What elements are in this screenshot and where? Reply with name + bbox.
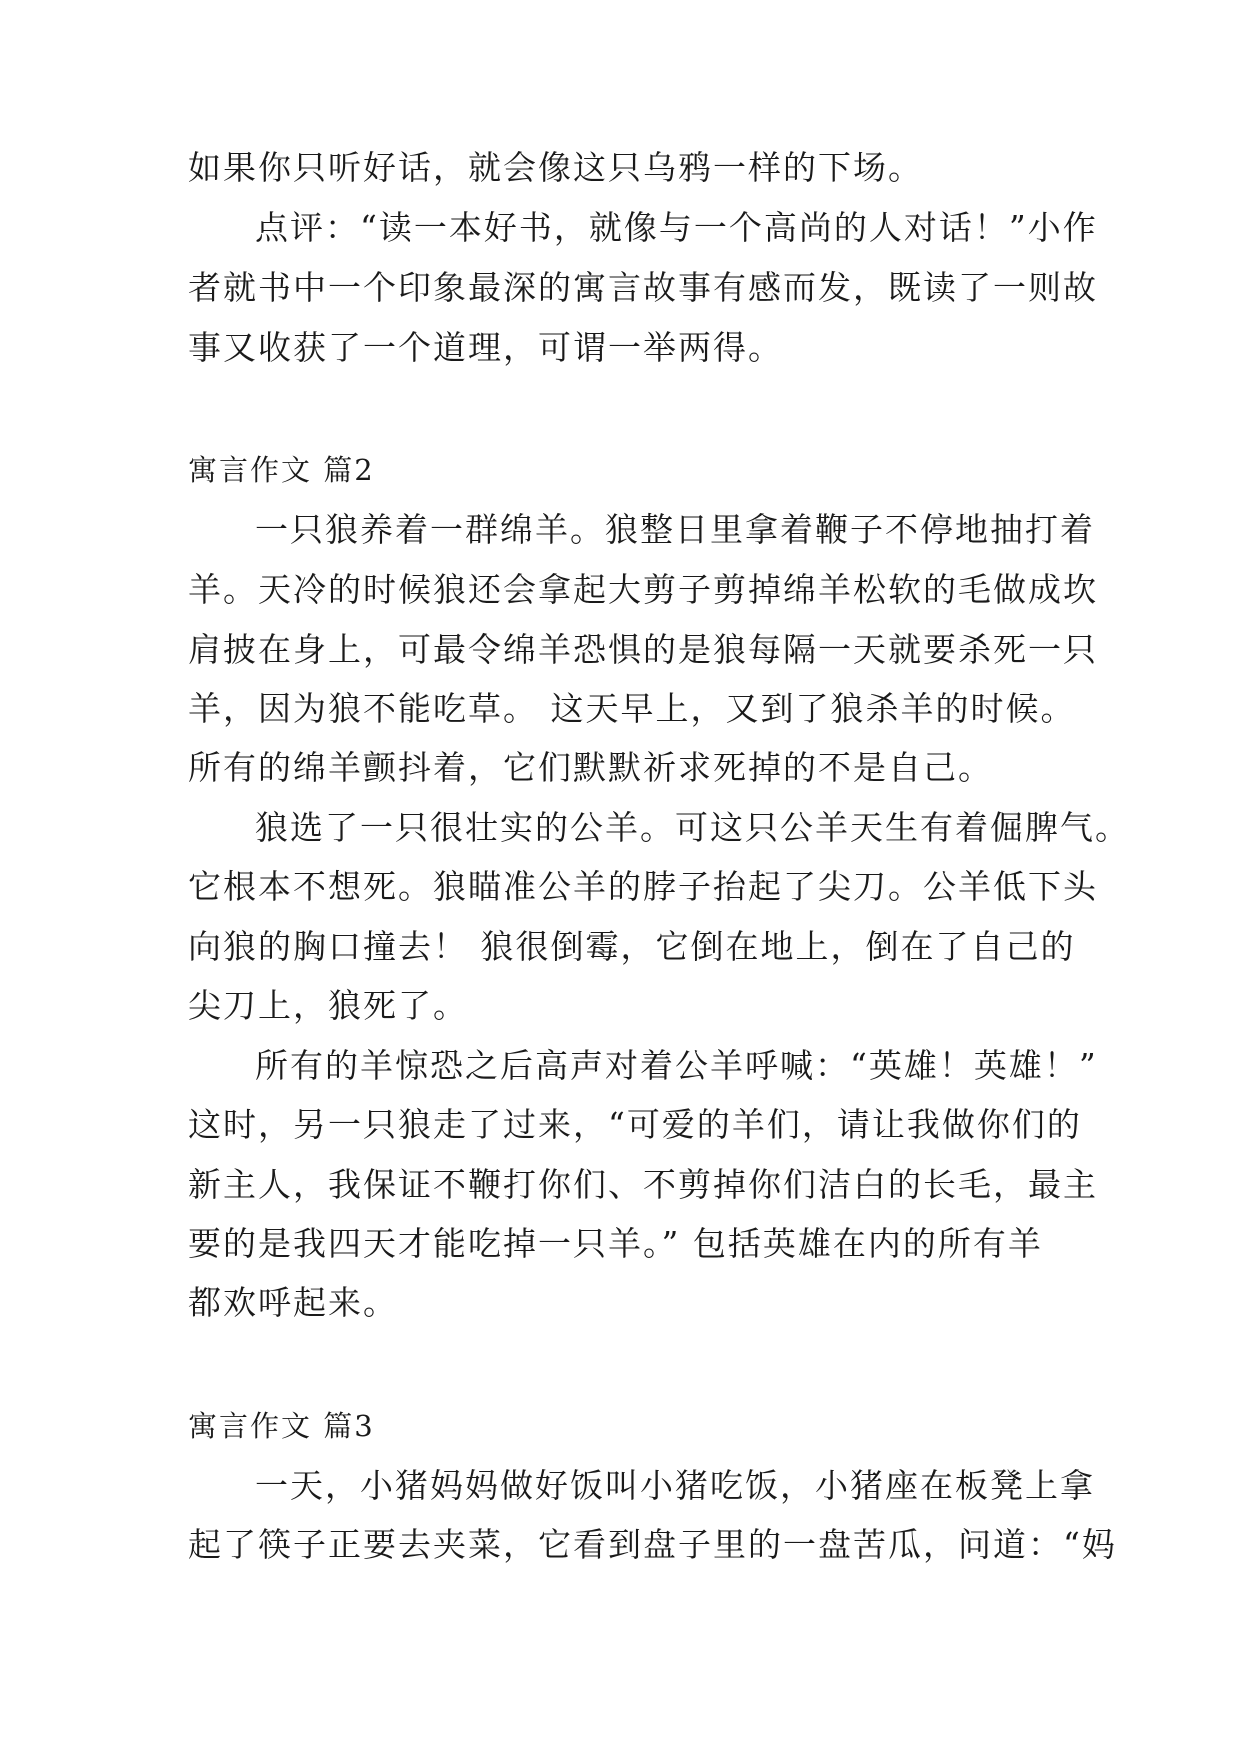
paragraph-line: 者就书中一个印象最深的寓言故事有感而发，既读了一则故 <box>188 268 1098 307</box>
paragraph-line: 所有的绵羊颤抖着，它们默默祈求死掉的不是自己。 <box>188 748 993 787</box>
paragraph-line: 新主人，我保证不鞭打你们、不剪掉你们洁白的长毛，最主 <box>188 1165 1098 1204</box>
paragraph-line: 一只狼养着一群绵羊。狼整日里拿着鞭子不停地抽打着 <box>255 510 1095 549</box>
paragraph-line: 向狼的胸口撞去！ 狼很倒霉，它倒在地上，倒在了自己的 <box>188 927 1076 966</box>
section-heading: 寓言作文 篇3 <box>188 1409 375 1443</box>
paragraph-line: 狼选了一只很壮实的公羊。可这只公羊天生有着倔脾气。 <box>255 808 1130 847</box>
paragraph-line: 起了筷子正要去夹菜，它看到盘子里的一盘苦瓜，问道：“妈 <box>188 1525 1117 1564</box>
paragraph-line: 都欢呼起来。 <box>188 1283 398 1322</box>
paragraph-line: 事又收获了一个道理，可谓一举两得。 <box>188 328 783 367</box>
section-heading: 寓言作文 篇2 <box>188 453 375 487</box>
paragraph-line: 一天，小猪妈妈做好饭叫小猪吃饭，小猪座在板凳上拿 <box>255 1466 1095 1505</box>
paragraph-line: 要的是我四天才能吃掉一只羊。” 包括英雄在内的所有羊 <box>188 1224 1043 1263</box>
paragraph-line: 羊。天冷的时候狼还会拿起大剪子剪掉绵羊松软的毛做成坎 <box>188 570 1098 609</box>
paragraph-line: 如果你只听好话，就会像这只乌鸦一样的下场。 <box>188 148 923 187</box>
paragraph-line: 所有的羊惊恐之后高声对着公羊呼喊：“英雄！英雄！” <box>255 1046 1098 1085</box>
paragraph-line: 肩披在身上，可最令绵羊恐惧的是狼每隔一天就要杀死一只 <box>188 630 1098 669</box>
paragraph-line: 点评：“读一本好书，就像与一个高尚的人对话！”小作 <box>255 208 1098 247</box>
paragraph-line: 羊，因为狼不能吃草。 这天早上，又到了狼杀羊的时候。 <box>188 689 1076 728</box>
paragraph-line: 它根本不想死。狼瞄准公羊的脖子抬起了尖刀。公羊低下头 <box>188 867 1098 906</box>
paragraph-line: 这时，另一只狼走了过来，“可爱的羊们，请让我做你们的 <box>188 1105 1082 1144</box>
paragraph-line: 尖刀上，狼死了。 <box>188 986 468 1025</box>
